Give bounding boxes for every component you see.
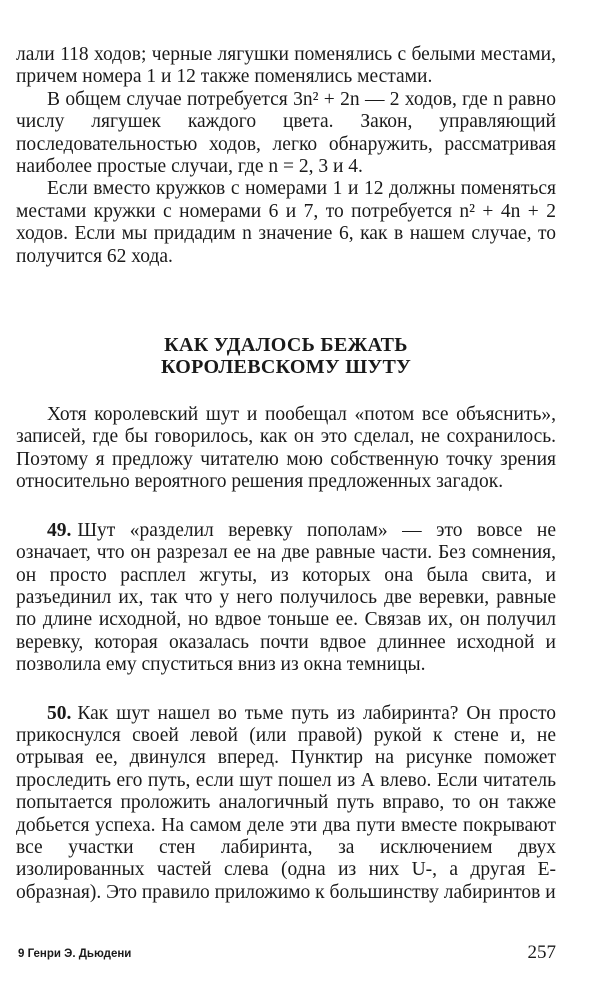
page-number: 257 bbox=[527, 942, 556, 963]
answer-text: Как шут нашел во тьме путь из лабиринта? Он просто прикоснулся своей левой (или правой) рукой к стене и, не отрывая ее, двинулся вперед. Пунктир на рисунке поможет проследить его путь, если шут пошел из А влево. Если читатель попытается проложить аналогичный путь вправо, то он также добьется успеха. На самом деле эти два пути вместе покрывают все участки стен лабиринта, за исключением двух изолированных частей слева (одна из них U-, а другая E-образная). Это правило приложимо к большинству лабиринтов и bbox=[16, 702, 556, 903]
paragraph-alternative-case: Если вместо кружков с номерами 1 и 12 должны поменяться местами кружки с номерами 6 и 7, то потребуется n² + 4n + 2 ходов. Если мы придадим n значение 6, как в нашем случае, то получится 62 хода. bbox=[16, 178, 556, 267]
page-footer bbox=[18, 942, 556, 966]
page-body bbox=[16, 44, 556, 904]
answer-number: 50. bbox=[47, 702, 72, 724]
footer-signature: 9 Генри Э. Дьюдени bbox=[18, 948, 132, 960]
answer-49 bbox=[16, 520, 556, 677]
section-heading-line-1: КАК УДАЛОСЬ БЕЖАТЬ bbox=[164, 334, 408, 357]
section-heading bbox=[16, 334, 556, 378]
answer-number: 49. bbox=[47, 519, 72, 541]
paragraph-preface: Хотя королевский шут и пообещал «потом все объяснить», записей, где бы говорилось, как он это сделал, не сохранилось. Поэтому я предложу читателю мою собственную точку зрения относительно вероятного решения предложенных загадок. bbox=[16, 404, 556, 493]
answer-text: Шут «разделил веревку пополам» — это вовсе не означает, что он разрезал ее на две равные части. Без сомнения, он просто расплел жгуты, из которых она была свита, и разъединил их, так что у него получилось две веревки, равные по длине исходной, но вдвое тоньше ее. Связав их, он получил веревку, которая оказалась почти вдвое длиннее исходной и позволила ему спуститься вниз из окна темницы. bbox=[16, 519, 556, 676]
section-heading-line-2: КОРОЛЕВСКОМУ ШУТУ bbox=[160, 356, 412, 379]
paragraph-continuation: лали 118 ходов; черные лягушки поменялись с белыми местами, причем номера 1 и 12 также поменялись местами. bbox=[16, 44, 556, 88]
answer-50 bbox=[16, 703, 556, 905]
paragraph-general-case: В общем случае потребуется 3n² + 2n — 2 ходов, где n равно числу лягушек каждого цвета. Закон, управляющий последовательностью ходов, легко обнаружить, рассматривая наиболее простые случаи, где n = 2, 3 и 4. bbox=[16, 88, 556, 178]
